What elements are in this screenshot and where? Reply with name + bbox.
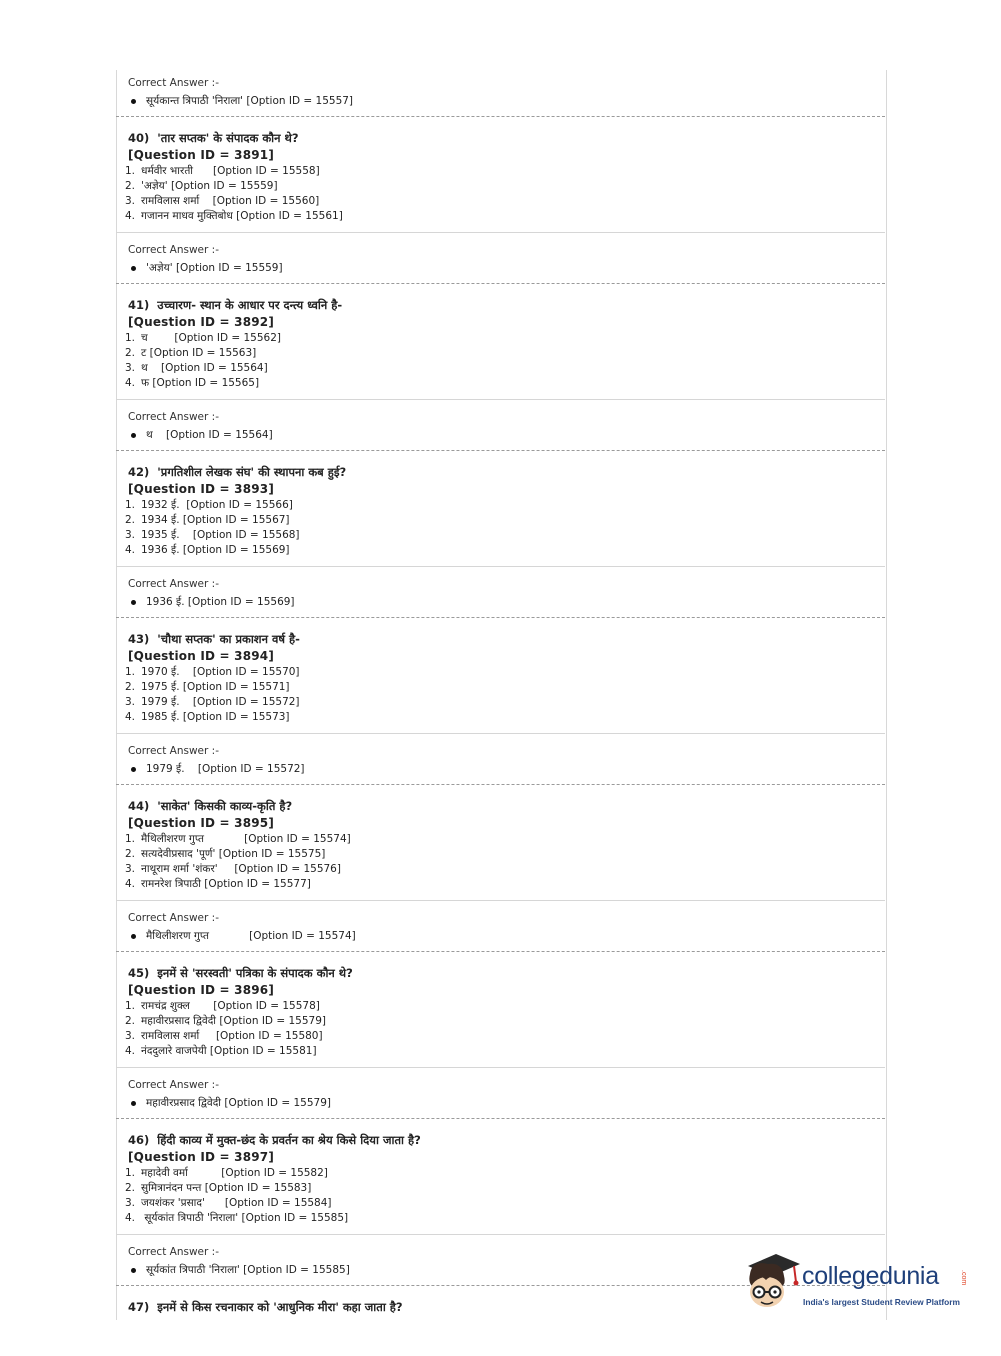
option-index: 1. bbox=[125, 1167, 136, 1179]
question-text: 'प्रगतिशील लेखक संघ' की स्थापना कब हुई? bbox=[157, 465, 347, 479]
option-index: 3. bbox=[125, 195, 136, 207]
question-text: 'तार सप्तक' के संपादक कौन थे? bbox=[157, 131, 299, 145]
option-item bbox=[125, 164, 885, 179]
option-index: 4. bbox=[125, 544, 136, 556]
correct-answer-text: थ [Option ID = 15564] bbox=[146, 429, 273, 441]
logo-tagline: India's largest Student Review Platform bbox=[803, 1297, 960, 1307]
bullet-icon bbox=[131, 934, 136, 939]
option-text: मैथिलीशरण गुप्त [Option ID = 15574] bbox=[141, 833, 351, 845]
question-title bbox=[128, 630, 885, 648]
option-text: रामनरेश त्रिपाठी [Option ID = 15577] bbox=[141, 878, 311, 890]
option-index: 3. bbox=[125, 863, 136, 875]
correct-answer bbox=[128, 593, 885, 611]
question-number: 43) bbox=[128, 632, 150, 646]
option-item bbox=[125, 862, 885, 877]
option-index: 4. bbox=[125, 878, 136, 890]
option-text: गजानन माधव मुक्तिबोध [Option ID = 15561] bbox=[141, 210, 343, 222]
option-item bbox=[125, 1166, 885, 1181]
option-index: 2. bbox=[125, 1182, 136, 1194]
option-item bbox=[125, 1044, 885, 1059]
correct-answer-text: 1936 ई. [Option ID = 15569] bbox=[146, 596, 295, 608]
option-text: महावीरप्रसाद द्विवेदी [Option ID = 15579] bbox=[141, 1015, 326, 1027]
correct-answer-label: Correct Answer :- bbox=[128, 912, 219, 924]
correct-answer bbox=[128, 259, 885, 277]
bullet-icon bbox=[131, 99, 136, 104]
option-item bbox=[125, 665, 885, 680]
question-block bbox=[116, 785, 885, 900]
question-number: 46) bbox=[128, 1133, 150, 1147]
question-title bbox=[128, 1131, 885, 1149]
bullet-icon bbox=[131, 767, 136, 772]
correct-answer-label: Correct Answer :- bbox=[128, 411, 219, 423]
option-item bbox=[125, 832, 885, 847]
option-text: रामचंद्र शुक्ल [Option ID = 15578] bbox=[141, 1000, 320, 1012]
option-text: महादेवी वर्मा [Option ID = 15582] bbox=[141, 1167, 328, 1179]
option-text: रामविलास शर्मा [Option ID = 15560] bbox=[141, 195, 320, 207]
option-index: 2. bbox=[125, 681, 136, 693]
correct-answer bbox=[128, 760, 885, 778]
option-index: 2. bbox=[125, 347, 136, 359]
option-text: च [Option ID = 15562] bbox=[141, 332, 281, 344]
option-item bbox=[125, 695, 885, 710]
option-item bbox=[125, 1181, 885, 1196]
option-index: 4. bbox=[125, 210, 136, 222]
correct-answer bbox=[128, 927, 885, 945]
option-text: 1935 ई. [Option ID = 15568] bbox=[141, 529, 300, 541]
collegedunia-logo bbox=[742, 1250, 972, 1320]
option-text: 'अज्ञेय' [Option ID = 15559] bbox=[141, 180, 278, 192]
option-text: नंददुलारे वाजपेयी [Option ID = 15581] bbox=[141, 1045, 317, 1057]
option-text: 1934 ई. [Option ID = 15567] bbox=[141, 514, 290, 526]
question-block bbox=[116, 618, 885, 733]
option-text: सत्यदेवीप्रसाद 'पूर्ण' [Option ID = 15575] bbox=[141, 848, 326, 860]
bullet-icon bbox=[131, 1268, 136, 1273]
question-number: 44) bbox=[128, 799, 150, 813]
question-title bbox=[128, 463, 885, 481]
bullet-icon bbox=[131, 433, 136, 438]
option-item bbox=[125, 1014, 885, 1029]
bullet-icon bbox=[131, 600, 136, 605]
question-block bbox=[116, 117, 885, 232]
logo-wordmark: collegedunia bbox=[802, 1262, 939, 1290]
option-item bbox=[125, 498, 885, 513]
answer-block bbox=[116, 1068, 885, 1118]
question-id: [Question ID = 3892] bbox=[128, 315, 275, 329]
correct-answer-label: Correct Answer :- bbox=[128, 77, 219, 89]
question-number: 40) bbox=[128, 131, 150, 145]
option-index: 1. bbox=[125, 666, 136, 678]
option-item bbox=[125, 376, 885, 391]
option-index: 1. bbox=[125, 833, 136, 845]
option-text: नाथूराम शर्मा 'शंकर' [Option ID = 15576] bbox=[141, 863, 341, 875]
bullet-icon bbox=[131, 1101, 136, 1106]
question-title bbox=[128, 129, 885, 147]
option-text: सुमित्रानंदन पन्त [Option ID = 15583] bbox=[141, 1182, 312, 1194]
question-text: इनमें से किस रचनाकार को 'आधुनिक मीरा' कहा जाता है? bbox=[157, 1300, 403, 1314]
option-item bbox=[125, 710, 885, 725]
option-item bbox=[125, 361, 885, 376]
correct-answer bbox=[128, 1094, 885, 1112]
question-id: [Question ID = 3893] bbox=[128, 482, 275, 496]
answer-block bbox=[116, 233, 885, 283]
question-block bbox=[116, 451, 885, 566]
question-block bbox=[116, 952, 885, 1067]
correct-answer-text: 1979 ई. [Option ID = 15572] bbox=[146, 763, 305, 775]
correct-answer bbox=[128, 92, 885, 110]
correct-answer-text: 'अज्ञेय' [Option ID = 15559] bbox=[146, 262, 283, 274]
option-index: 3. bbox=[125, 696, 136, 708]
answer-block-39 bbox=[116, 74, 885, 116]
option-index: 2. bbox=[125, 1015, 136, 1027]
option-index: 4. bbox=[125, 1045, 136, 1057]
question-text: हिंदी काव्य में मुक्त-छंद के प्रवर्तन का श्रेय किसे दिया जाता है? bbox=[157, 1133, 421, 1147]
option-item bbox=[125, 999, 885, 1014]
option-index: 4. bbox=[125, 377, 136, 389]
option-text: थ [Option ID = 15564] bbox=[141, 362, 268, 374]
question-id: [Question ID = 3896] bbox=[128, 983, 275, 997]
question-text: उच्चारण- स्थान के आधार पर दन्त्य ध्वनि है- bbox=[157, 298, 343, 312]
option-index: 1. bbox=[125, 332, 136, 344]
option-item bbox=[125, 179, 885, 194]
question-id: [Question ID = 3894] bbox=[128, 649, 275, 663]
correct-answer-label: Correct Answer :- bbox=[128, 244, 219, 256]
option-index: 3. bbox=[125, 1197, 136, 1209]
correct-answer-text: सूर्यकांत त्रिपाठी 'निराला' [Option ID = 15585] bbox=[146, 1264, 350, 1276]
option-text: रामविलास शर्मा [Option ID = 15580] bbox=[141, 1030, 323, 1042]
option-text: धर्मवीर भारती [Option ID = 15558] bbox=[141, 165, 320, 177]
bullet-icon bbox=[131, 266, 136, 271]
option-text: ट [Option ID = 15563] bbox=[141, 347, 257, 359]
correct-answer-label: Correct Answer :- bbox=[128, 578, 219, 590]
correct-answer-text: मैथिलीशरण गुप्त [Option ID = 15574] bbox=[146, 930, 356, 942]
student-mascot-icon bbox=[742, 1250, 802, 1312]
option-item bbox=[125, 513, 885, 528]
question-block bbox=[116, 1119, 885, 1234]
question-number: 45) bbox=[128, 966, 150, 980]
option-text: 1985 ई. [Option ID = 15573] bbox=[141, 711, 290, 723]
question-text: 'चौथा सप्तक' का प्रकाशन वर्ष है- bbox=[157, 632, 300, 646]
option-item bbox=[125, 543, 885, 558]
question-list bbox=[116, 117, 885, 1286]
option-item bbox=[125, 194, 885, 209]
option-item bbox=[125, 209, 885, 224]
option-index: 3. bbox=[125, 529, 136, 541]
question-title bbox=[128, 964, 885, 982]
question-text: इनमें से 'सरस्वती' पत्रिका के संपादक कौन थे? bbox=[157, 966, 353, 980]
option-item bbox=[125, 1211, 885, 1226]
option-text: फ [Option ID = 15565] bbox=[141, 377, 260, 389]
option-text: 1975 ई. [Option ID = 15571] bbox=[141, 681, 290, 693]
option-item bbox=[125, 1029, 885, 1044]
option-text: जयशंकर 'प्रसाद' [Option ID = 15584] bbox=[141, 1197, 332, 1209]
question-number: 42) bbox=[128, 465, 150, 479]
option-index: 3. bbox=[125, 362, 136, 374]
option-text: 1932 ई. [Option ID = 15566] bbox=[141, 499, 293, 511]
answer-block bbox=[116, 567, 885, 617]
question-id: [Question ID = 3897] bbox=[128, 1150, 275, 1164]
option-text: 1970 ई. [Option ID = 15570] bbox=[141, 666, 300, 678]
option-item bbox=[125, 331, 885, 346]
option-item bbox=[125, 680, 885, 695]
question-id: [Question ID = 3895] bbox=[128, 816, 275, 830]
option-item bbox=[125, 877, 885, 892]
question-id: [Question ID = 3891] bbox=[128, 148, 275, 162]
correct-answer bbox=[128, 426, 885, 444]
option-index: 4. bbox=[125, 1212, 136, 1224]
correct-answer-text: सूर्यकान्त त्रिपाठी 'निराला' [Option ID = 15557] bbox=[146, 95, 354, 107]
option-index: 2. bbox=[125, 848, 136, 860]
correct-answer-label: Correct Answer :- bbox=[128, 1246, 219, 1258]
option-index: 4. bbox=[125, 711, 136, 723]
question-title bbox=[128, 296, 885, 314]
answer-block bbox=[116, 734, 885, 784]
option-item bbox=[125, 1196, 885, 1211]
option-index: 1. bbox=[125, 165, 136, 177]
question-block bbox=[116, 284, 885, 399]
correct-answer-text: महावीरप्रसाद द्विवेदी [Option ID = 15579] bbox=[146, 1097, 331, 1109]
option-item bbox=[125, 346, 885, 361]
option-text: सूर्यकांत त्रिपाठी 'निराला' [Option ID = 15585] bbox=[141, 1212, 349, 1224]
question-number: 47) bbox=[128, 1300, 150, 1314]
answer-block bbox=[116, 400, 885, 450]
option-index: 3. bbox=[125, 1030, 136, 1042]
question-text: 'साकेत' किसकी काव्य-कृति है? bbox=[157, 799, 293, 813]
option-item bbox=[125, 847, 885, 862]
question-number: 41) bbox=[128, 298, 150, 312]
option-index: 1. bbox=[125, 499, 136, 511]
question-paper bbox=[116, 72, 885, 1324]
correct-answer-label: Correct Answer :- bbox=[128, 745, 219, 757]
option-item bbox=[125, 528, 885, 543]
logo-domain: .com bbox=[960, 1270, 967, 1286]
option-index: 2. bbox=[125, 514, 136, 526]
option-text: 1936 ई. [Option ID = 15569] bbox=[141, 544, 290, 556]
option-index: 1. bbox=[125, 1000, 136, 1012]
question-title bbox=[128, 797, 885, 815]
option-text: 1979 ई. [Option ID = 15572] bbox=[141, 696, 300, 708]
answer-block bbox=[116, 901, 885, 951]
correct-answer-label: Correct Answer :- bbox=[128, 1079, 219, 1091]
option-index: 2. bbox=[125, 180, 136, 192]
